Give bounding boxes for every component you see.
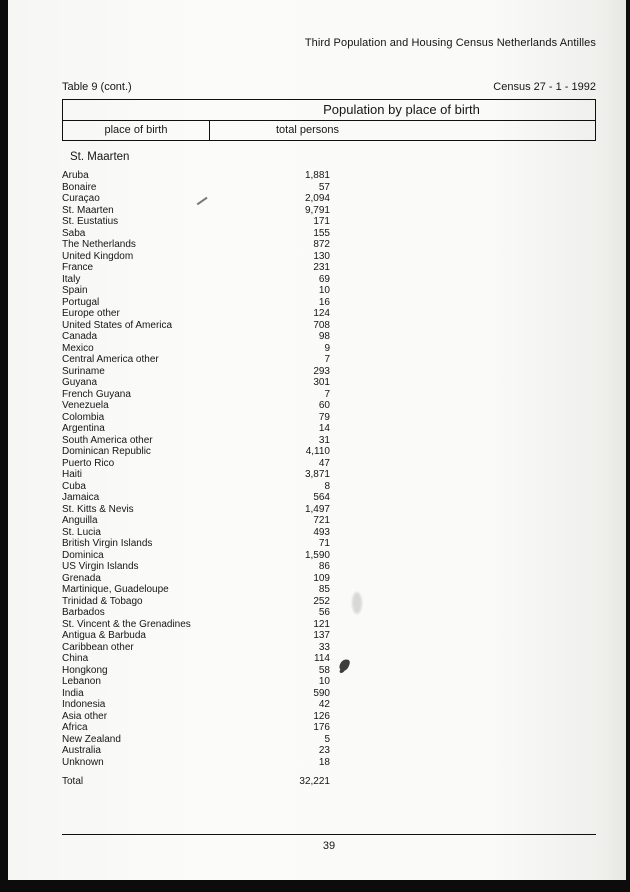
table-row (62, 550, 330, 562)
table-row (62, 745, 330, 757)
total-persons-cell: 60 (318, 400, 330, 411)
table-row (62, 527, 330, 539)
total-persons-cell: 86 (318, 561, 330, 572)
total-persons-cell: 16 (318, 296, 330, 308)
table-row (62, 423, 330, 435)
place-of-birth-cell: Dominican Republic (62, 446, 151, 457)
total-persons-cell: 3,871 (304, 469, 330, 480)
total-persons-cell: 293 (313, 365, 330, 377)
table-label: Table 9 (cont.) (62, 81, 132, 93)
table-row (62, 561, 330, 573)
table-row (62, 228, 330, 240)
place-of-birth-cell: Mexico (62, 342, 94, 354)
table-row (62, 699, 330, 711)
place-of-birth-cell: St. Vincent & the Grenadines (62, 618, 191, 630)
place-of-birth-cell: The Netherlands (62, 239, 136, 250)
total-persons-cell: 56 (318, 607, 330, 618)
place-of-birth-cell: Trinidad & Tobago (62, 595, 143, 607)
place-of-birth-cell: Martinique, Guadeloupe (62, 584, 169, 595)
total-persons-cell: 872 (313, 239, 330, 250)
place-of-birth-cell: Africa (62, 722, 88, 733)
total-persons-cell: 47 (318, 457, 330, 469)
table-row (62, 757, 330, 769)
table-row (62, 308, 330, 320)
total-persons-cell: 130 (313, 250, 330, 262)
place-of-birth-cell: India (62, 687, 84, 699)
total-persons-cell: 252 (313, 595, 330, 607)
place-of-birth-cell: Asia other (62, 710, 108, 722)
table-row (62, 251, 330, 263)
table-row (62, 481, 330, 493)
place-of-birth-cell: St. Maarten (62, 204, 114, 216)
column-header-place-of-birth: place of birth (63, 121, 210, 140)
table-row (62, 285, 330, 297)
total-label: Total (62, 776, 84, 787)
place-of-birth-cell: Saba (62, 227, 86, 239)
table-row (62, 400, 330, 412)
total-persons-cell: 124 (313, 308, 330, 319)
place-of-birth-cell: New Zealand (62, 733, 121, 745)
total-persons-cell: 33 (318, 641, 330, 653)
table-row (62, 492, 330, 504)
table-row (62, 377, 330, 389)
total-persons-cell: 1,497 (304, 503, 330, 515)
table-row (62, 607, 330, 619)
total-persons-cell: 564 (313, 492, 330, 503)
place-of-birth-cell: Italy (62, 273, 81, 285)
place-of-birth-cell: Suriname (62, 365, 105, 377)
total-persons-cell: 231 (313, 262, 330, 273)
place-of-birth-cell: Curaçao (62, 193, 100, 204)
total-persons-cell: 10 (318, 676, 330, 687)
table-row (62, 573, 330, 585)
table-row (62, 446, 330, 458)
place-of-birth-cell: Argentina (62, 423, 105, 434)
place-of-birth-cell: Antigua & Barbuda (62, 630, 146, 641)
table-row (62, 435, 330, 447)
table-row (62, 676, 330, 688)
section-heading: St. Maarten (70, 151, 130, 163)
total-persons-cell: 493 (313, 526, 330, 538)
total-persons-cell: 1,881 (304, 170, 330, 181)
place-of-birth-cell: St. Lucia (62, 526, 101, 538)
place-of-birth-cell: Spain (62, 285, 88, 296)
place-of-birth-cell: Jamaica (62, 492, 100, 503)
total-persons-cell: 14 (318, 423, 330, 434)
table-row (62, 216, 330, 228)
total-persons-cell: 176 (313, 722, 330, 733)
place-of-birth-cell: Barbados (62, 607, 105, 618)
place-of-birth-cell: Puerto Rico (62, 457, 115, 469)
place-of-birth-cell: China (62, 653, 89, 664)
table-row (62, 262, 330, 274)
place-of-birth-cell: Central America other (62, 354, 159, 365)
total-persons-cell: 8 (324, 480, 330, 492)
table-row (62, 504, 330, 516)
place-of-birth-cell: Lebanon (62, 676, 101, 687)
total-persons-cell: 79 (318, 411, 330, 423)
total-persons-cell: 58 (318, 664, 330, 676)
total-persons-cell: 42 (318, 699, 330, 710)
place-of-birth-cell: US Virgin Islands (62, 561, 139, 572)
table-row (62, 538, 330, 550)
table-row (62, 170, 330, 182)
place-of-birth-cell: Unknown (62, 756, 104, 768)
document-page (8, 0, 626, 880)
place-of-birth-cell: Guyana (62, 377, 98, 388)
table-header-row (62, 121, 596, 141)
table-row (62, 343, 330, 355)
place-of-birth-cell: Haiti (62, 469, 83, 480)
table-row (62, 515, 330, 527)
table-row (62, 734, 330, 746)
total-persons-cell: 137 (313, 630, 330, 641)
table-row (62, 297, 330, 309)
table-row (62, 653, 330, 665)
table-row (62, 630, 330, 642)
place-of-birth-cell: Venezuela (62, 400, 109, 411)
total-persons-cell: 708 (313, 319, 330, 331)
total-persons-cell: 4,110 (305, 446, 330, 457)
document-title-header: Third Population and Housing Census Netherlands Antilles (304, 37, 596, 49)
place-of-birth-cell: Hongkong (62, 664, 108, 676)
total-persons-cell: 109 (313, 572, 330, 584)
place-of-birth-cell: Caribbean other (62, 641, 134, 653)
place-of-birth-cell: Dominica (62, 549, 104, 561)
total-persons-cell: 721 (313, 515, 330, 526)
table-row (62, 239, 330, 251)
table-row (62, 584, 330, 596)
table-row (62, 193, 330, 205)
place-of-birth-cell: Indonesia (62, 699, 106, 710)
table-row (62, 412, 330, 424)
table-row (62, 366, 330, 378)
place-of-birth-cell: France (62, 262, 94, 273)
total-persons-cell: 7 (324, 354, 330, 365)
total-persons-cell: 9,791 (304, 204, 330, 216)
total-persons-cell: 98 (318, 331, 330, 342)
total-persons-cell: 23 (318, 745, 330, 756)
total-persons-cell: 9 (324, 342, 330, 354)
table-row (62, 205, 330, 217)
table-row (62, 458, 330, 470)
total-persons-cell: 31 (318, 434, 330, 446)
place-of-birth-cell: Grenada (62, 572, 101, 584)
place-of-birth-cell: Bonaire (62, 181, 97, 193)
table-row (62, 182, 330, 194)
place-of-birth-cell: French Guyana (62, 388, 131, 400)
total-persons-cell: 10 (318, 285, 330, 296)
page-number: 39 (322, 840, 336, 852)
total-value: 32,221 (299, 776, 330, 787)
table-row (62, 619, 330, 631)
total-persons-cell: 301 (313, 377, 330, 388)
column-header-total-persons: total persons (276, 124, 339, 136)
place-of-birth-cell: Canada (62, 331, 98, 342)
place-of-birth-cell: United Kingdom (62, 250, 134, 262)
table-row (62, 596, 330, 608)
table-row (62, 711, 330, 723)
total-persons-cell: 5 (324, 733, 330, 745)
place-of-birth-cell: Aruba (62, 170, 89, 181)
table-row (62, 274, 330, 286)
total-persons-cell: 7 (324, 388, 330, 400)
table-row (62, 665, 330, 677)
place-of-birth-cell: Anguilla (62, 515, 98, 526)
place-of-birth-cell: Europe other (62, 308, 120, 319)
table-row (62, 469, 330, 481)
table-row (62, 642, 330, 654)
total-persons-cell: 18 (318, 756, 330, 768)
total-persons-cell: 114 (314, 653, 330, 664)
place-of-birth-cell: Portugal (62, 296, 100, 308)
table-meta-row (62, 81, 596, 93)
footer-rule (62, 834, 596, 835)
total-persons-cell: 1,590 (304, 549, 330, 561)
total-persons-cell: 2,094 (304, 193, 330, 204)
total-persons-cell: 71 (318, 538, 330, 549)
total-persons-cell: 69 (318, 273, 330, 285)
total-persons-cell: 126 (313, 710, 330, 722)
census-date-label: Census 27 - 1 - 1992 (493, 81, 596, 93)
table-row (62, 389, 330, 401)
total-persons-cell: 57 (318, 181, 330, 193)
place-of-birth-cell: South America other (62, 434, 153, 446)
total-persons-cell: 171 (313, 216, 330, 227)
table-row (62, 688, 330, 700)
table-row (62, 320, 330, 332)
place-of-birth-cell: St. Eustatius (62, 216, 119, 227)
table-row (62, 354, 330, 366)
table-title: Population by place of birth (62, 99, 596, 121)
table-body (62, 170, 596, 768)
total-row (62, 776, 330, 788)
total-persons-cell: 590 (313, 687, 330, 699)
total-persons-cell: 85 (318, 584, 330, 595)
total-persons-cell: 121 (313, 618, 330, 630)
place-of-birth-cell: St. Kitts & Nevis (62, 503, 134, 515)
table-row (62, 722, 330, 734)
table-row (62, 331, 330, 343)
total-persons-cell: 155 (313, 227, 330, 239)
place-of-birth-cell: Cuba (62, 480, 86, 492)
place-of-birth-cell: British Virgin Islands (62, 538, 153, 549)
place-of-birth-cell: Colombia (62, 411, 105, 423)
place-of-birth-cell: United States of America (62, 319, 173, 331)
place-of-birth-cell: Australia (62, 745, 101, 756)
